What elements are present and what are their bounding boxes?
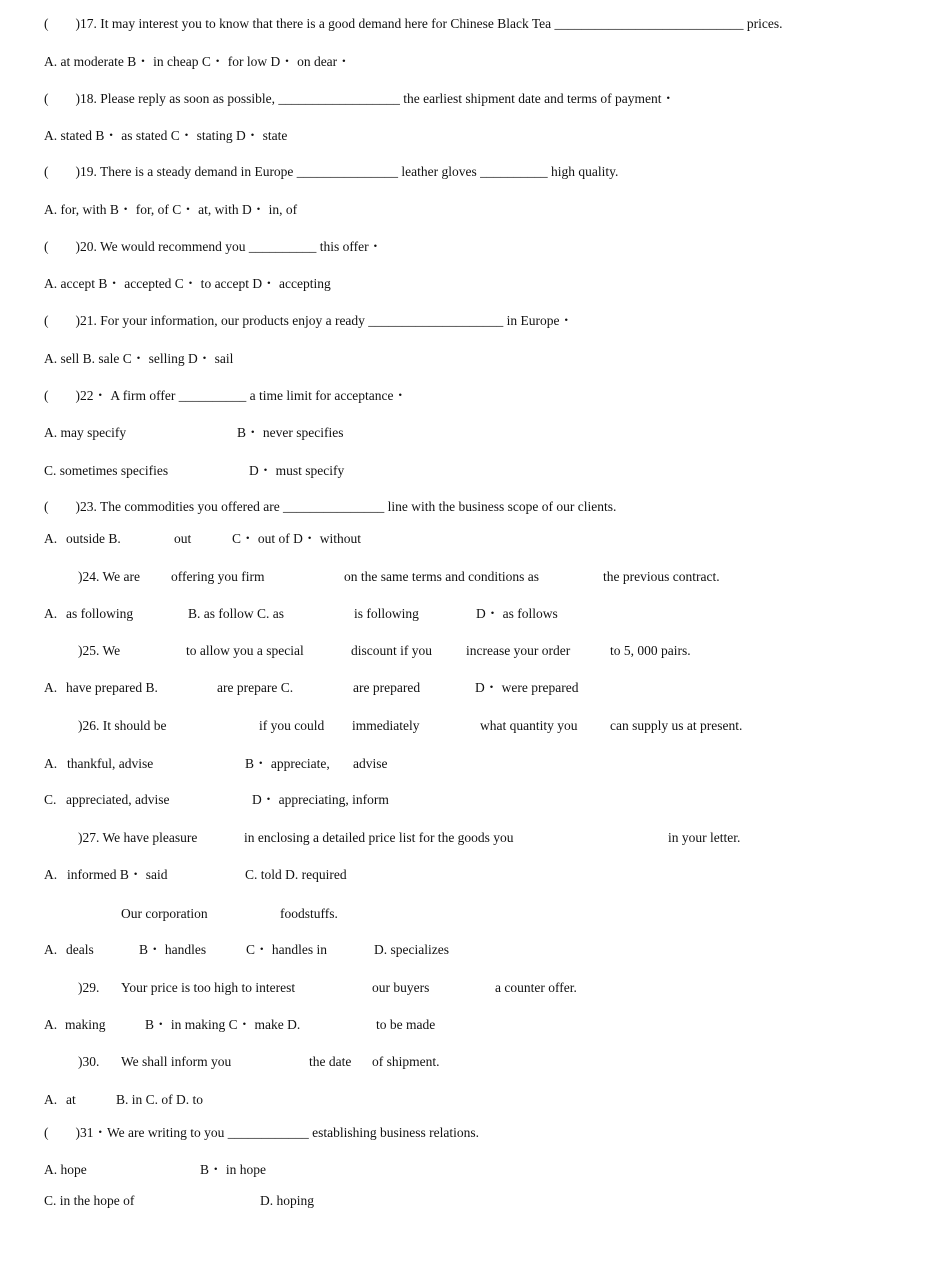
question-25-stem: to 5, 000 pairs.: [610, 643, 691, 658]
question-18-options: A. stated B・ as stated C・ stating D・ state: [44, 128, 288, 143]
question-22-option-c: C. sometimes specifies: [44, 463, 169, 478]
question-30-option-label: A.: [44, 1092, 58, 1107]
question-24-stem: the previous contract.: [603, 569, 720, 584]
question-21-stem: ( )21. For your information, our products enjoy a ready ____________________ in Europe・: [44, 313, 574, 328]
question-31-option-c: C. in the hope of: [44, 1193, 135, 1208]
question-27-stem: in enclosing a detailed price list for the goods you: [244, 830, 514, 845]
question-24-option-part: is following: [354, 606, 419, 621]
question-29-stem: a counter offer.: [495, 980, 577, 995]
question-27-option-label: A.: [44, 867, 58, 882]
question-28-option-part: B・ handles: [139, 942, 207, 957]
question-27-stem: )27. We have pleasure: [78, 830, 198, 845]
question-24-option-part: as following: [66, 606, 134, 621]
question-23-option-part: outside B.: [66, 531, 121, 546]
question-24-option-label: A.: [44, 606, 58, 621]
question-24-stem: offering you firm: [171, 569, 265, 584]
question-30-stem: )30.: [78, 1054, 100, 1069]
question-28-option-part: C・ handles in: [246, 942, 327, 957]
question-29-option-part: B・ in making C・ make D.: [145, 1017, 301, 1032]
question-24-stem: on the same terms and conditions as: [344, 569, 539, 584]
question-22-option-a: A. may specify: [44, 425, 127, 440]
question-26-stem: what quantity you: [480, 718, 578, 733]
question-25-option-label: A.: [44, 680, 58, 695]
question-21-options: A. sell B. sale C・ selling D・ sail: [44, 351, 234, 366]
question-18-stem: ( )18. Please reply as soon as possible, __________________ the earliest shipment date and terms of payment・: [44, 91, 676, 106]
question-26-stem: immediately: [352, 718, 420, 733]
question-29-stem: our buyers: [372, 980, 430, 995]
question-30-stem: of shipment.: [372, 1054, 440, 1069]
question-26-option-part: appreciated, advise: [66, 792, 170, 807]
question-25-option-part: have prepared B.: [66, 680, 158, 695]
question-26-stem: can supply us at present.: [610, 718, 743, 733]
question-30-option-part: at: [66, 1092, 76, 1107]
question-28-option-label: A.: [44, 942, 58, 957]
question-31-stem: ( )31・We are writing to you ____________ establishing business relations.: [44, 1125, 479, 1140]
question-25-option-part: are prepared: [353, 680, 421, 695]
question-23-option-part: C・ out of D・ without: [232, 531, 362, 546]
question-22-option-b: B・ never specifies: [237, 425, 344, 440]
question-25-option-part: are prepare C.: [217, 680, 294, 695]
question-28-option-part: deals: [66, 942, 94, 957]
question-23-stem: ( )23. The commodities you offered are _______________ line with the business scope of our clients.: [44, 499, 617, 514]
question-28-option-part: D. specializes: [374, 942, 449, 957]
question-27-stem: in your letter.: [668, 830, 741, 845]
question-17-stem: ( )17. It may interest you to know that there is a good demand here for Chinese Black Tea ____________________________ prices.: [44, 16, 783, 31]
question-19-stem: ( )19. There is a steady demand in Europe _______________ leather gloves __________ high quality.: [44, 164, 619, 179]
question-25-stem: discount if you: [351, 643, 432, 658]
question-28-stem: foodstuffs.: [280, 906, 338, 921]
question-25-stem: increase your order: [466, 643, 571, 658]
question-26-option-part: D・ appreciating, inform: [252, 792, 389, 807]
question-26-option-part: advise: [353, 756, 388, 771]
question-31-option-a: A. hope: [44, 1162, 87, 1177]
question-26-stem: if you could: [259, 718, 325, 733]
question-20-options: A. accept B・ accepted C・ to accept D・ accepting: [44, 276, 331, 291]
question-31-option-d: D. hoping: [260, 1193, 314, 1208]
question-30-stem: the date: [309, 1054, 352, 1069]
question-24-stem: )24. We are: [78, 569, 141, 584]
question-29-stem: )29.: [78, 980, 100, 995]
question-26-option-label: C.: [44, 792, 57, 807]
question-25-stem: to allow you a special: [186, 643, 304, 658]
question-17-options: A. at moderate B・ in cheap C・ for low D・ on dear・: [44, 54, 351, 69]
question-30-option-part: B. in C. of D. to: [116, 1092, 204, 1107]
question-26-option-part: B・ appreciate,: [245, 756, 330, 771]
question-28-stem: Our corporation: [121, 906, 208, 921]
question-27-option-part: C. told D. required: [245, 867, 347, 882]
question-29-stem: Your price is too high to interest: [121, 980, 296, 995]
question-22-stem: ( )22・ A firm offer __________ a time limit for acceptance・: [44, 388, 408, 403]
question-24-option-part: D・ as follows: [476, 606, 558, 621]
question-27-option-part: informed B・ said: [67, 867, 168, 882]
question-29-option-part: making: [65, 1017, 106, 1032]
question-20-stem: ( )20. We would recommend you __________ this offer・: [44, 239, 383, 254]
question-30-stem: We shall inform you: [121, 1054, 232, 1069]
question-25-option-part: D・ were prepared: [475, 680, 579, 695]
question-26-option-part: thankful, advise: [67, 756, 154, 771]
question-25-stem: )25. We: [78, 643, 121, 658]
question-24-option-part: B. as follow C. as: [188, 606, 284, 621]
question-23-option-part: out: [174, 531, 192, 546]
question-22-option-d: D・ must specify: [249, 463, 345, 478]
question-19-options: A. for, with B・ for, of C・ at, with D・ in, of: [44, 202, 298, 217]
question-26-option-label: A.: [44, 756, 58, 771]
question-29-option-label: A.: [44, 1017, 58, 1032]
question-23-option-label: A.: [44, 531, 58, 546]
question-26-stem: )26. It should be: [78, 718, 167, 733]
question-29-option-part: to be made: [376, 1017, 436, 1032]
question-31-option-b: B・ in hope: [200, 1162, 266, 1177]
